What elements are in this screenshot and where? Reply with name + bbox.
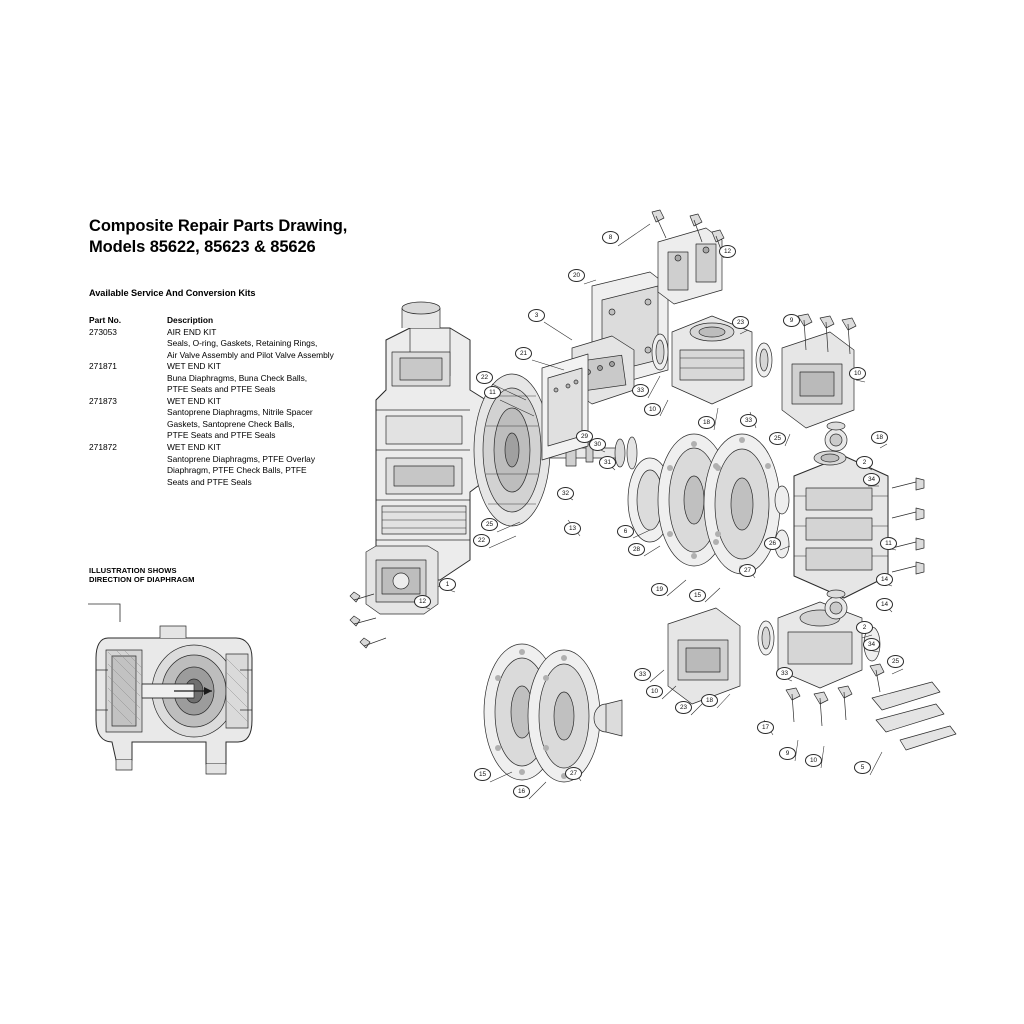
header-part-no: Part No. xyxy=(89,315,122,325)
callout-balloon-11: 11 xyxy=(484,386,501,399)
upper-right-bracket xyxy=(782,332,854,428)
callout-balloon-22: 22 xyxy=(476,371,493,384)
callout-balloon-28: 28 xyxy=(628,543,645,556)
callout-balloon-13: 13 xyxy=(564,522,581,535)
mounting-foot-brackets xyxy=(872,682,956,750)
callout-balloon-16: 16 xyxy=(513,785,530,798)
callout-balloon-34: 34 xyxy=(863,473,880,486)
callout-balloon-33: 33 xyxy=(776,667,793,680)
muffler-plate xyxy=(658,228,722,304)
callout-balloon-25: 25 xyxy=(769,432,786,445)
exploded-assembly-drawing xyxy=(320,200,980,820)
callout-balloon-33: 33 xyxy=(740,414,757,427)
callout-balloon-11: 11 xyxy=(880,537,897,550)
header-description: Description xyxy=(167,315,214,325)
illustration-note xyxy=(89,566,195,585)
callout-balloon-26: 26 xyxy=(764,537,781,550)
callout-balloon-18: 18 xyxy=(698,416,715,429)
part-no: 271871 xyxy=(89,361,117,372)
part-description: WET END KIT xyxy=(167,395,221,406)
callout-balloon-15: 15 xyxy=(474,768,491,781)
callout-balloon-9: 9 xyxy=(779,747,796,760)
part-description: AIR END KIT xyxy=(167,326,217,337)
part-detail-line: Seals, O-ring, Gaskets, Retaining Rings, xyxy=(167,338,318,349)
title-line-1: Composite Repair Parts Drawing, xyxy=(89,217,348,235)
part-detail-line: Santoprene Diaphragms, PTFE Overlay xyxy=(167,453,316,464)
callout-balloon-33: 33 xyxy=(632,384,649,397)
callout-balloon-14: 14 xyxy=(876,573,893,586)
part-no: 271873 xyxy=(89,395,117,406)
callout-balloon-25: 25 xyxy=(887,655,904,668)
callout-balloon-31: 31 xyxy=(599,456,616,469)
ball-and-seat-lower xyxy=(825,590,847,619)
callout-balloon-5: 5 xyxy=(854,761,871,774)
callout-balloon-1: 1 xyxy=(439,578,456,591)
callout-balloon-34: 34 xyxy=(863,638,880,651)
callout-balloon-25: 25 xyxy=(481,518,498,531)
illustration-note-line-2: DIRECTION OF DIAPHRAGM xyxy=(89,575,195,585)
callout-balloon-22: 22 xyxy=(473,534,490,547)
part-detail-line: Santoprene Diaphragms, Nitrile Spacer xyxy=(167,407,313,418)
callout-balloon-27: 27 xyxy=(565,767,582,780)
diaphragm-gasket-pair xyxy=(628,434,780,574)
part-detail-line: Gaskets, Santoprene Check Balls, xyxy=(167,418,295,429)
callout-balloon-8: 8 xyxy=(602,231,619,244)
kits-heading: Available Service And Conversion Kits xyxy=(89,288,256,298)
callout-balloon-32: 32 xyxy=(557,487,574,500)
callout-balloon-10: 10 xyxy=(646,685,663,698)
callout-balloon-20: 20 xyxy=(568,269,585,282)
callout-balloon-19: 19 xyxy=(651,583,668,596)
callout-balloon-27: 27 xyxy=(739,564,756,577)
ball-and-seat-upper xyxy=(825,422,847,451)
callout-balloon-3: 3 xyxy=(528,309,545,322)
part-detail-line: Air Valve Assembly and Pilot Valve Assembly xyxy=(167,349,334,360)
part-detail-line: Seats and PTFE Seals xyxy=(167,476,252,487)
part-detail-line: Diaphragm, PTFE Check Balls, PTFE xyxy=(167,465,307,476)
part-description: WET END KIT xyxy=(167,361,221,372)
callout-balloon-9: 9 xyxy=(783,314,800,327)
part-no: 271872 xyxy=(89,442,117,453)
callout-balloon-15: 15 xyxy=(689,589,706,602)
callout-balloon-10: 10 xyxy=(849,367,866,380)
callout-balloon-21: 21 xyxy=(515,347,532,360)
cutaway-inset-drawing xyxy=(86,592,262,804)
pump-center-body xyxy=(366,302,486,614)
illustration-note-line-1: ILLUSTRATION SHOWS xyxy=(89,566,177,575)
callout-balloon-33: 33 xyxy=(634,668,651,681)
part-detail-line: Buna Diaphragms, Buna Check Balls, xyxy=(167,372,308,383)
callout-balloon-17: 17 xyxy=(757,721,774,734)
callout-balloon-30: 30 xyxy=(589,438,606,451)
lower-right-bracket xyxy=(668,608,740,704)
callout-balloon-29: 29 xyxy=(576,430,593,443)
part-no: 273053 xyxy=(89,326,117,337)
callout-balloon-18: 18 xyxy=(871,431,888,444)
callout-balloon-2: 2 xyxy=(856,621,873,634)
callout-balloon-18: 18 xyxy=(701,694,718,707)
callout-balloon-10: 10 xyxy=(644,403,661,416)
right-manifold-bolts xyxy=(892,478,924,574)
callout-balloon-12: 12 xyxy=(719,245,736,258)
air-valve-gasket xyxy=(542,354,588,460)
callout-balloon-2: 2 xyxy=(856,456,873,469)
callout-balloon-6: 6 xyxy=(617,525,634,538)
part-detail-line: PTFE Seats and PTFE Seals xyxy=(167,384,276,395)
callout-balloon-23: 23 xyxy=(675,701,692,714)
part-description: WET END KIT xyxy=(167,442,221,453)
callout-balloon-14: 14 xyxy=(876,598,893,611)
callout-balloon-12: 12 xyxy=(414,595,431,608)
callout-balloon-10: 10 xyxy=(805,754,822,767)
upper-right-manifold xyxy=(652,316,772,404)
part-detail-line: PTFE Seats and PTFE Seals xyxy=(167,430,276,441)
bottom-diaphragm-pair xyxy=(484,644,622,782)
callout-balloon-23: 23 xyxy=(732,316,749,329)
title-line-2: Models 85622, 85623 & 85626 xyxy=(89,238,316,256)
